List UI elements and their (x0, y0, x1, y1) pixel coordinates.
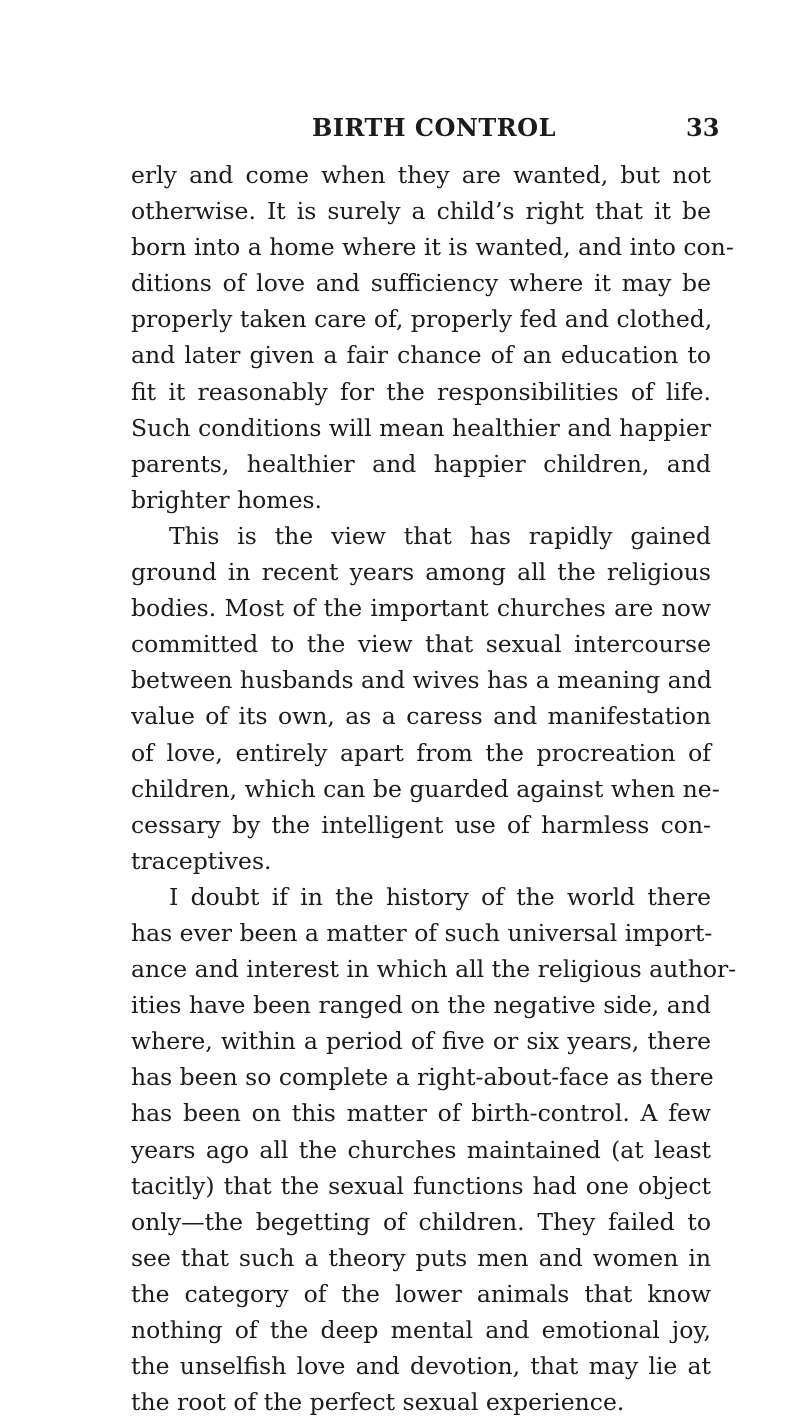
text-line: the unselfish love and devotion, that may lie at (131, 1352, 711, 1381)
text-line: has been on this matter of birth-control. A few (131, 1099, 711, 1128)
text-line: This is the view that has rapidly gained (169, 521, 711, 550)
text-line: fit it reasonably for the responsibilities of life. (131, 377, 711, 406)
running-title: BIRTH CONTROL (312, 113, 556, 142)
text-line: Such conditions will mean healthier and happier (131, 413, 711, 442)
running-header (0, 108, 800, 148)
text-line: parents, healthier and happier children, and (131, 449, 711, 478)
text-line: and later given a fair chance of an education to (131, 341, 711, 370)
text-line: ance and interest in which all the religious author- (131, 955, 737, 984)
text-line: cessary by the intelligent use of harmless con- (131, 810, 711, 839)
page-number: 33 (686, 113, 720, 142)
text-line: between husbands and wives has a meaning and (131, 666, 712, 695)
text-line: I doubt if in the history of the world there (169, 882, 711, 911)
text-line: otherwise. It is surely a child’s right that it be (131, 197, 711, 226)
text-line: ities have been ranged on the negative side, and (131, 991, 711, 1020)
text-line: properly taken care of, properly fed and clothed, (131, 305, 713, 334)
text-line: nothing of the deep mental and emotional joy, (131, 1316, 711, 1344)
text-line: where, within a period of five or six years, there (131, 1027, 711, 1056)
text-line: brighter homes. (131, 485, 323, 514)
text-line: has ever been a matter of such universal import- (131, 918, 713, 947)
text-line: ditions of love and sufficiency where it may be (131, 269, 711, 298)
text-line: children, which can be guarded against when ne- (131, 774, 720, 803)
text-line: ground in recent years among all the religious (131, 558, 711, 587)
body-text (131, 157, 737, 1420)
text-line: born into a home where it is wanted, and into con- (131, 233, 734, 262)
text-line: years ago all the churches maintained (at least (131, 1135, 711, 1164)
text-line: erly and come when they are wanted, but not (131, 161, 711, 189)
text-line: the root of the perfect sexual experience. (131, 1388, 625, 1417)
text-line: traceptives. (131, 846, 272, 875)
text-line: of love, entirely apart from the procreation of (131, 738, 711, 767)
text-line: the category of the lower animals that know (131, 1279, 711, 1308)
text-line: only—the begetting of children. They failed to (131, 1207, 711, 1236)
text-line: bodies. Most of the important churches are now (131, 594, 711, 623)
text-line: value of its own, as a caress and manifestation (131, 702, 711, 731)
text-line: see that such a theory puts men and women in (131, 1243, 711, 1272)
text-line: has been so complete a right-about-face as there (131, 1063, 714, 1092)
text-line: committed to the view that sexual intercourse (131, 630, 711, 659)
text-line: tacitly) that the sexual functions had one object (131, 1171, 711, 1200)
